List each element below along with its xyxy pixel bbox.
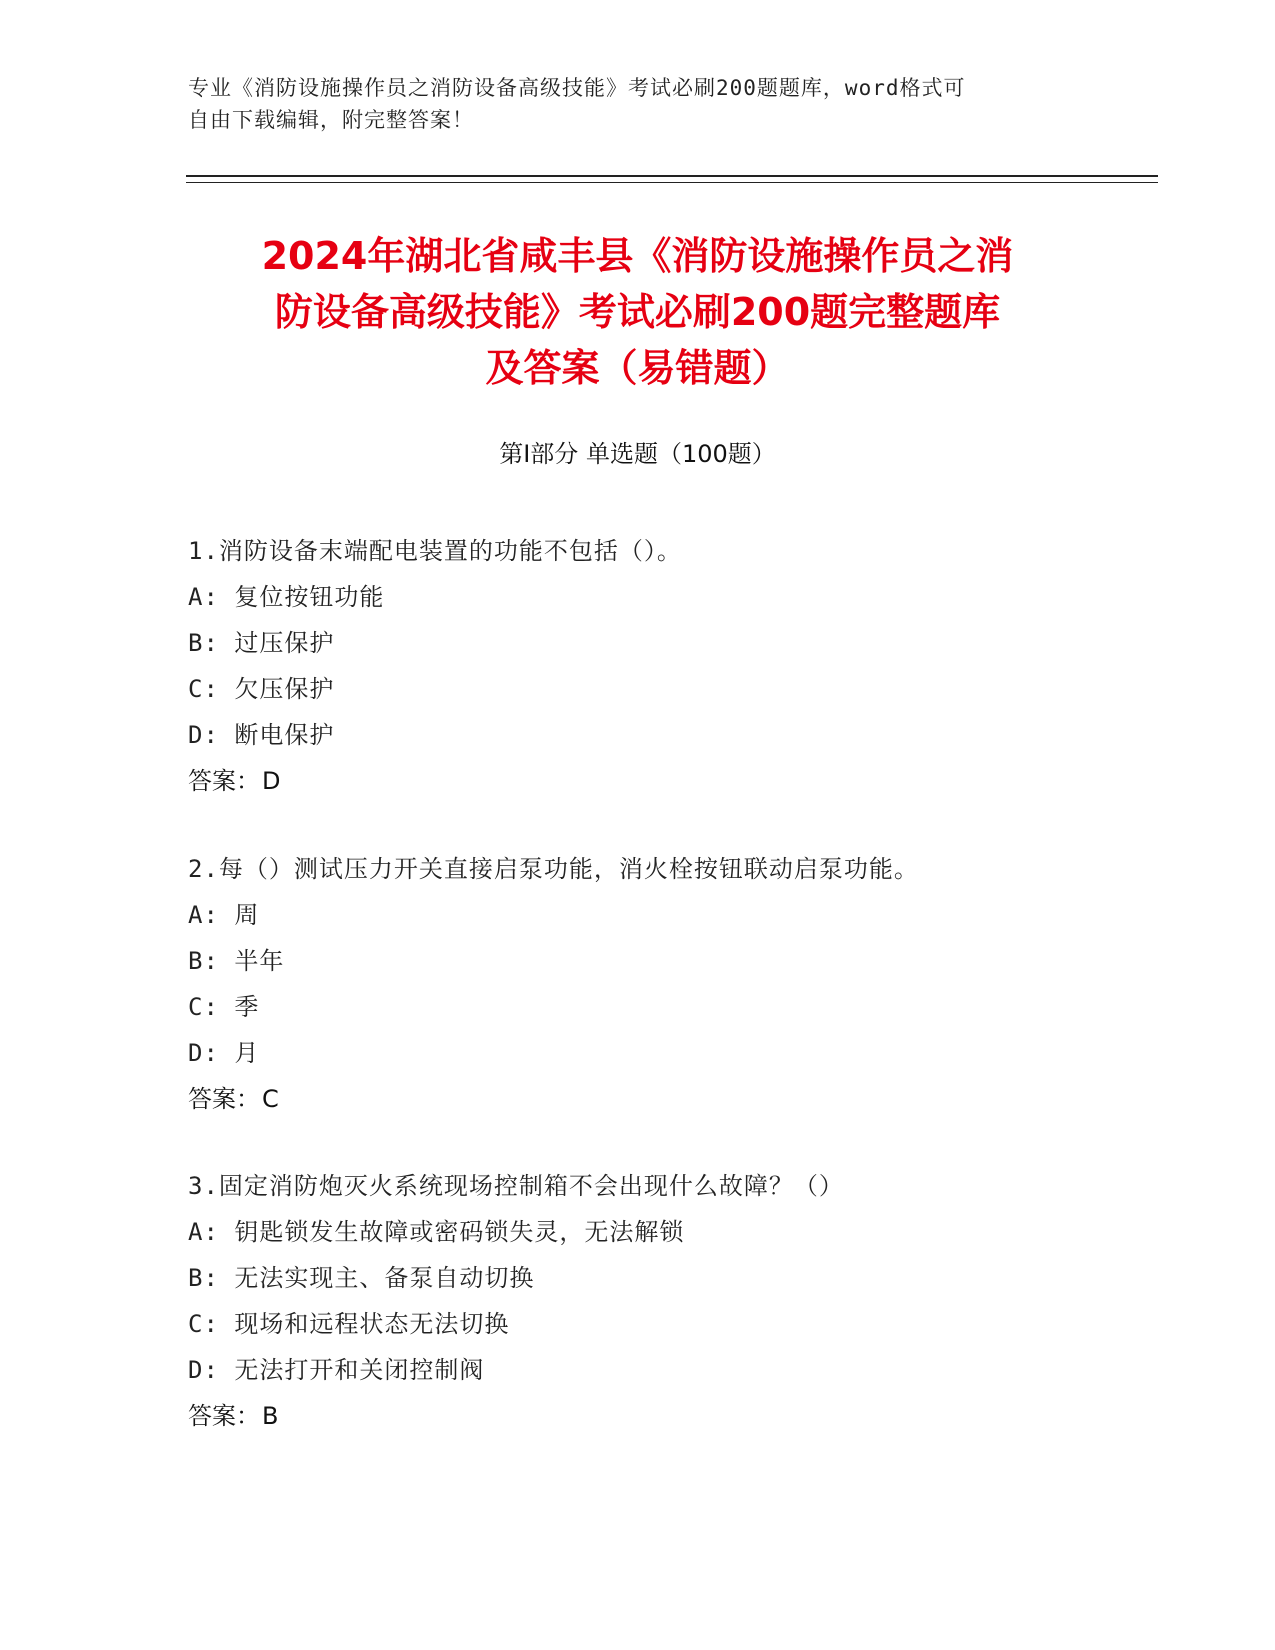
option-b: B: 过压保护 (188, 629, 335, 657)
answer-label: 答案： (188, 767, 260, 795)
option-c: C: 季 (188, 993, 260, 1021)
option-d: D: 无法打开和关闭控制阀 (188, 1356, 485, 1384)
document-title (150, 228, 1125, 396)
header-divider-thick (186, 175, 1158, 177)
question-item (188, 1163, 1148, 1439)
header-divider-thin (186, 182, 1158, 183)
option-b: B: 半年 (188, 947, 285, 975)
option-c: C: 欠压保护 (188, 675, 335, 703)
answer-label: 答案： (188, 1085, 260, 1113)
document-title-line-3: 及答案（易错题） (485, 346, 790, 390)
document-title-line-2: 防设备高级技能》考试必刷200题完整题库 (274, 290, 1001, 334)
answer-label: 答案： (188, 1402, 260, 1430)
answer-line (188, 758, 1148, 804)
header-note-line-1: 专业《消防设施操作员之消防设备高级技能》考试必刷200题题库，word格式可 (188, 76, 966, 100)
header-note (188, 72, 1088, 136)
option-c: C: 现场和远程状态无法切换 (188, 1310, 510, 1338)
question-stem: 2.每（）测试压力开关直接启泵功能，消火栓按钮联动启泵功能。 (188, 855, 919, 883)
answer-line (188, 1393, 1148, 1439)
header-note-line-2: 自由下载编辑，附完整答案！ (188, 108, 474, 132)
question-item (188, 846, 1148, 1122)
option-a: A: 复位按钮功能 (188, 583, 385, 611)
question-item (188, 528, 1148, 804)
section-heading: 第Ⅰ部分 单选题（100题） (499, 440, 776, 468)
option-a: A: 钥匙锁发生故障或密码锁失灵，无法解锁 (188, 1218, 685, 1246)
question-stem: 3.固定消防炮灭火系统现场控制箱不会出现什么故障？（） (188, 1172, 844, 1200)
answer-line (188, 1076, 1148, 1122)
option-d: D: 月 (188, 1039, 260, 1067)
document-title-line-1: 2024年湖北省咸丰县《消防设施操作员之消 (261, 234, 1014, 278)
option-d: D: 断电保护 (188, 721, 335, 749)
question-stem: 1.消防设备末端配电装置的功能不包括（）。 (188, 537, 682, 565)
answer-value: D (262, 767, 281, 795)
answer-value: B (262, 1402, 279, 1430)
option-b: B: 无法实现主、备泵自动切换 (188, 1264, 535, 1292)
answer-value: C (262, 1085, 279, 1113)
option-a: A: 周 (188, 901, 260, 929)
